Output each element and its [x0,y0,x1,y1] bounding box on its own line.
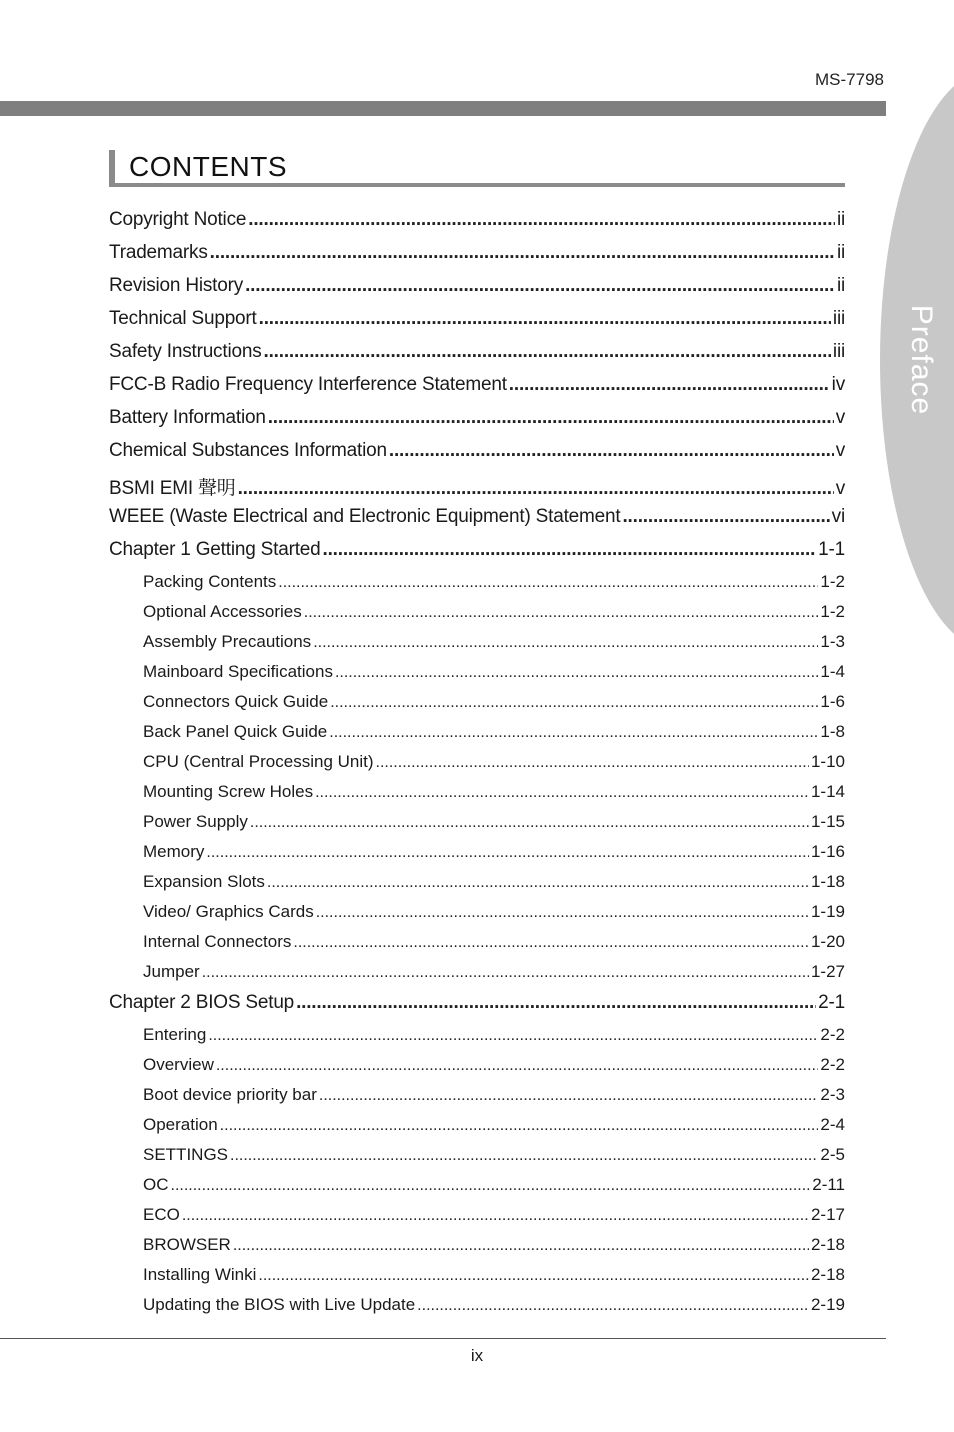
heading-accent-bar [109,150,115,186]
toc-leader-dots [296,992,816,1014]
toc-entry-page: 2-18 [810,1265,845,1284]
toc-leader-dots [233,1237,809,1255]
toc-entry-title: CPU (Central Processing Unit) [143,752,374,771]
toc-entry-page: 2-11 [812,1175,845,1194]
toc-entry[interactable] [109,902,845,932]
toc-leader-dots [216,1057,819,1075]
toc-entry-page: ii [836,242,845,263]
toc-entry-page: 2-17 [810,1205,845,1224]
toc-leader-dots [248,209,835,231]
toc-entry-title: Optional Accessories [143,602,302,621]
toc-leader-dots [208,1027,818,1045]
toc-leader-dots [245,275,835,297]
page-title: CONTENTS [129,151,287,182]
toc-leader-dots [278,574,818,592]
toc-entry-page: ii [836,275,845,296]
toc-entry[interactable] [109,992,845,1025]
toc-leader-dots [230,1147,818,1165]
toc-entry[interactable] [109,962,845,992]
toc-entry-title: Video/ Graphics Cards [143,902,314,921]
toc-entry[interactable] [109,539,845,572]
toc-entry-title: OC [143,1175,169,1194]
toc-leader-dots [319,1087,819,1105]
toc-entry[interactable] [109,1235,845,1265]
toc-leader-dots [313,634,818,652]
toc-entry[interactable] [109,440,845,473]
toc-entry-title: Connectors Quick Guide [143,692,329,711]
table-of-contents [109,209,845,1325]
toc-entry-title: ECO [143,1205,180,1224]
toc-entry[interactable] [109,1175,845,1205]
toc-entry[interactable] [109,275,845,308]
toc-entry-title: Boot device priority bar [143,1085,317,1104]
toc-entry[interactable] [109,752,845,782]
toc-entry-page: 1-14 [810,782,845,801]
toc-entry-page: 2-1 [818,992,845,1013]
toc-entry-title: Trademarks [109,242,208,263]
toc-entry[interactable] [109,473,845,506]
toc-entry-title: WEEE (Waste Electrical and Electronic Equipment) Statement [109,506,621,527]
toc-entry-page: 2-18 [810,1235,845,1254]
toc-entry-title: Memory [143,842,205,861]
toc-entry-title: FCC-B Radio Frequency Interference Statement [109,374,507,395]
header-bar [0,101,886,116]
toc-entry[interactable] [109,1085,845,1115]
toc-leader-dots [323,539,817,561]
toc-entry-title: Mainboard Specifications [143,662,333,681]
toc-entry-page: vi [831,506,845,527]
toc-entry-title: Jumper [143,962,200,981]
toc-leader-dots [316,904,809,922]
toc-entry[interactable] [109,1205,845,1235]
toc-entry[interactable] [109,209,845,242]
toc-entry[interactable] [109,1265,845,1295]
toc-leader-dots [264,341,831,363]
toc-entry-page: ii [836,209,845,230]
toc-entry[interactable] [109,932,845,962]
toc-entry[interactable] [109,662,845,692]
toc-entry-page: iii [832,341,845,362]
toc-entry[interactable] [109,374,845,407]
toc-leader-dots [267,874,809,892]
toc-entry-title: Copyright Notice [109,209,247,230]
toc-entry-page: 1-6 [820,692,845,711]
toc-entry[interactable] [109,602,845,632]
toc-entry-page: 2-4 [820,1115,845,1134]
toc-entry[interactable] [109,692,845,722]
toc-entry-title: Expansion Slots [143,872,265,891]
toc-entry-title: Chapter 2 BIOS Setup [109,992,295,1013]
toc-leader-dots [315,784,809,802]
toc-entry-page: 2-5 [820,1145,845,1164]
toc-entry-title: Technical Support [109,308,257,329]
toc-leader-dots [293,934,809,952]
toc-entry[interactable] [109,1115,845,1145]
toc-entry-page: 2-2 [820,1025,845,1044]
toc-entry-page: 1-18 [810,872,845,891]
toc-entry[interactable] [109,632,845,662]
toc-leader-dots [268,407,834,429]
toc-leader-dots [622,506,829,528]
toc-entry-page: 1-2 [820,572,845,591]
toc-entry-title: Chemical Substances Information [109,440,387,461]
toc-leader-dots [220,1117,819,1135]
toc-entry[interactable] [109,1055,845,1085]
toc-entry-page: 1-16 [810,842,845,861]
toc-entry[interactable] [109,242,845,275]
contents-heading [109,150,845,188]
toc-entry[interactable] [109,1295,845,1325]
toc-leader-dots [417,1297,809,1315]
toc-entry-title: Back Panel Quick Guide [143,722,328,741]
heading-underline [109,183,845,187]
toc-leader-dots [259,308,831,330]
toc-leader-dots [210,242,835,264]
toc-entry-title: Revision History [109,275,244,296]
toc-entry[interactable] [109,812,845,842]
toc-leader-dots [238,478,834,500]
toc-leader-dots [329,724,818,742]
toc-entry-title: Assembly Precautions [143,632,312,651]
toc-leader-dots [206,844,809,862]
toc-entry-title: Mounting Screw Holes [143,782,314,801]
toc-entry-page: 2-19 [810,1295,845,1314]
toc-entry-page: 1-2 [820,602,845,621]
toc-leader-dots [250,814,809,832]
toc-entry-page: 2-3 [820,1085,845,1104]
page-number: ix [470,1346,484,1365]
toc-entry-page: 1-15 [810,812,845,831]
toc-entry[interactable] [109,872,845,902]
toc-leader-dots [171,1177,811,1195]
toc-entry[interactable] [109,572,845,602]
toc-entry-title: Chapter 1 Getting Started [109,539,321,560]
toc-entry[interactable] [109,1025,845,1055]
toc-entry-title: Power Supply [143,812,248,831]
toc-entry-title: Entering [143,1025,207,1044]
toc-leader-dots [182,1207,809,1225]
toc-entry-page: 1-19 [810,902,845,921]
toc-leader-dots [258,1267,809,1285]
toc-entry[interactable] [109,1145,845,1175]
toc-entry-title: Operation [143,1115,218,1134]
toc-entry[interactable] [109,842,845,872]
toc-entry-title: Updating the BIOS with Live Update [143,1295,416,1314]
toc-entry-page: v [835,478,845,499]
toc-leader-dots [330,694,818,712]
toc-entry[interactable] [109,407,845,440]
toc-entry-page: 1-3 [820,632,845,651]
toc-leader-dots [389,440,834,462]
toc-entry-page: 1-1 [818,539,845,560]
toc-entry-title: Overview [143,1055,214,1074]
toc-entry[interactable] [109,782,845,812]
toc-entry-page: v [835,407,845,428]
toc-leader-dots [202,964,809,982]
toc-entry-page: 1-8 [820,722,845,741]
toc-leader-dots [509,374,830,396]
toc-entry-title: BROWSER [143,1235,231,1254]
model-number: MS-7798 [815,70,884,89]
toc-entry-page: 1-27 [810,962,845,981]
toc-entry-title: Installing Winki [143,1265,257,1284]
toc-entry-title: Packing Contents [143,572,277,591]
toc-entry-title: Safety Instructions [109,341,262,362]
footer-rule [0,1338,886,1339]
toc-leader-dots [335,664,818,682]
toc-entry-page: iii [832,308,845,329]
toc-entry-page: 1-4 [820,662,845,681]
toc-entry[interactable] [109,506,845,539]
toc-entry-page: iv [831,374,845,395]
toc-entry-title: Internal Connectors [143,932,292,951]
toc-leader-dots [376,754,809,772]
toc-entry-page: 2-2 [820,1055,845,1074]
toc-entry-page: 1-10 [810,752,845,771]
toc-entry-page: v [835,440,845,461]
toc-entry[interactable] [109,308,845,341]
toc-entry-title: BSMI EMI 聲明 [109,478,236,499]
toc-entry-title: SETTINGS [143,1145,229,1164]
side-tab-label: Preface [905,304,938,416]
toc-entry[interactable] [109,341,845,374]
toc-entry[interactable] [109,722,845,752]
toc-entry-title: Battery Information [109,407,266,428]
toc-entry-page: 1-20 [810,932,845,951]
toc-leader-dots [304,604,819,622]
